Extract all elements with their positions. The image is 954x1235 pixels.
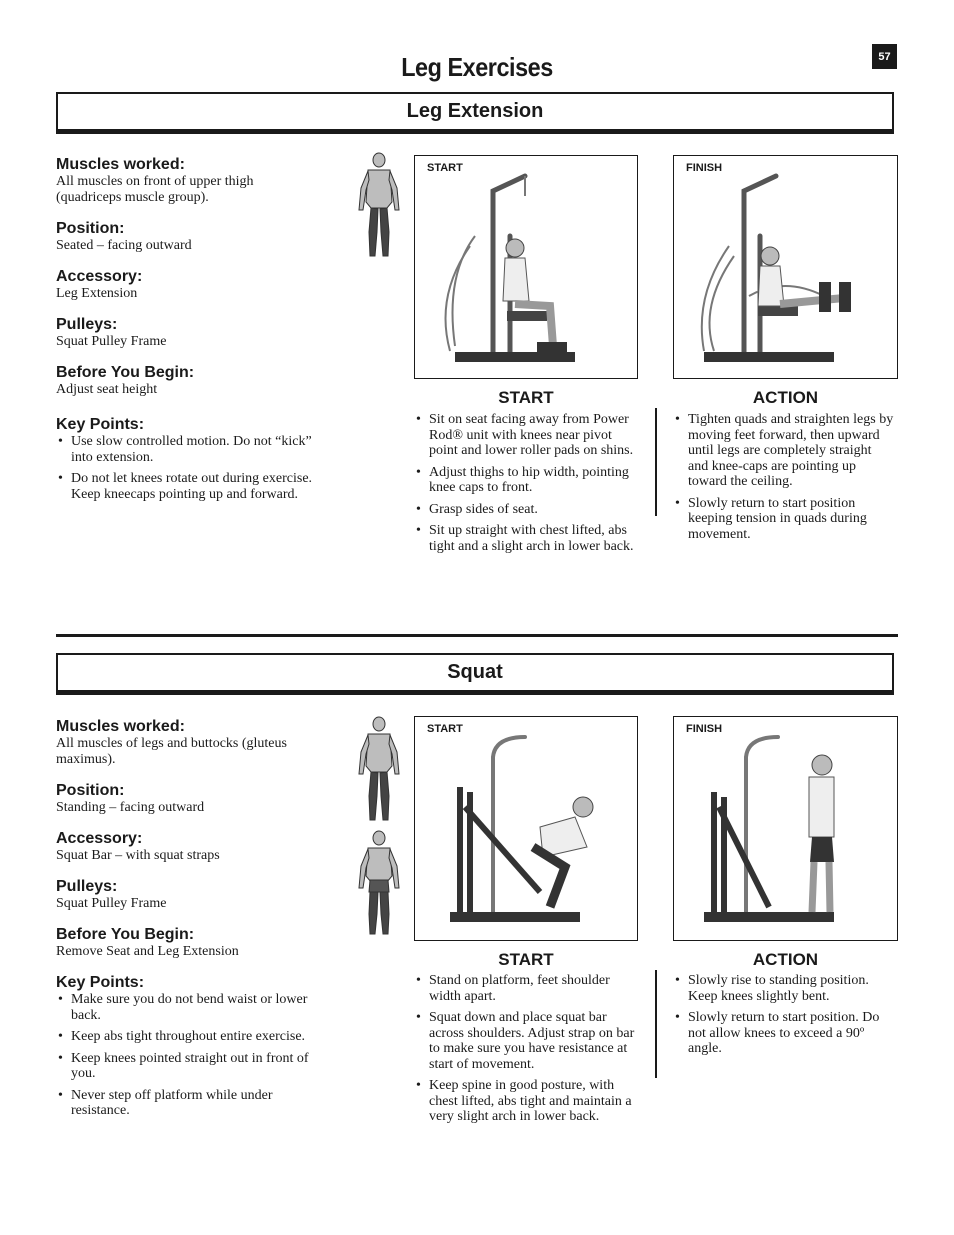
- photo-label: START: [427, 723, 463, 735]
- keypoint-item: • Use slow controlled motion. Do not “kick” into extension.: [56, 434, 321, 465]
- photo-label: FINISH: [686, 162, 723, 174]
- start-photo: [414, 716, 638, 941]
- column-divider: [655, 408, 657, 516]
- before-text: Remove Seat and Leg Extension: [56, 944, 239, 959]
- position-label: Position:: [56, 220, 125, 237]
- start-photo: [414, 155, 638, 379]
- keypoint-item: • Make sure you do not bend waist or lower back.: [56, 992, 321, 1023]
- section-header-leg-extension: [56, 92, 894, 134]
- keypoints-label: Key Points:: [56, 974, 145, 991]
- step-item: • Squat down and place squat bar across shoulders. Adjust strap on bar to make sure you have resistance at start of movement.: [414, 1010, 640, 1072]
- accessory-text: Leg Extension: [56, 286, 138, 301]
- section-divider: [56, 634, 898, 637]
- before-label: Before You Begin:: [56, 364, 195, 381]
- section-title: Squat: [447, 661, 503, 683]
- anatomy-back-figure: [354, 830, 404, 938]
- start-heading: START: [498, 950, 554, 969]
- step-item: • Sit up straight with chest lifted, abs tight and a slight arch in lower back.: [414, 523, 640, 554]
- before-text: Adjust seat height: [56, 382, 158, 397]
- muscles-text: All muscles on front of upper thigh (quadriceps muscle group).: [56, 174, 254, 205]
- step-item: • Keep spine in good posture, with chest lifted, abs tight and maintain a very slight arch in lower back.: [414, 1078, 640, 1125]
- pulleys-label: Pulleys:: [56, 316, 118, 333]
- accessory-label: Accessory:: [56, 830, 143, 847]
- keypoint-item: • Keep knees pointed straight out in front of you.: [56, 1051, 321, 1082]
- section-title: Leg Extension: [406, 100, 544, 122]
- position-text: Seated – facing outward: [56, 238, 192, 253]
- column-divider: [655, 970, 657, 1078]
- muscles-text: All muscles of legs and buttocks (gluteus maximus).: [56, 736, 287, 767]
- photo-label: START: [427, 162, 463, 174]
- keypoints-list: [56, 992, 321, 1119]
- action-steps: [673, 973, 898, 1063]
- start-steps: [414, 973, 640, 1131]
- photo-label: FINISH: [686, 723, 723, 735]
- keypoints-label: Key Points:: [56, 416, 145, 433]
- position-text: Standing – facing outward: [56, 800, 205, 815]
- accessory-text: Squat Bar – with squat straps: [56, 848, 220, 863]
- anatomy-front-figure: [354, 716, 404, 824]
- anatomy-front-figure: [354, 152, 404, 260]
- page-title: Leg Exercises: [401, 52, 553, 82]
- step-item: • Slowly return to start position. Do not allow knees to exceed a 90º angle.: [673, 1010, 898, 1057]
- step-item: • Tighten quads and straighten legs by moving feet forward, then upward until legs are completely straight and knee-caps are pointing up toward the ceiling.: [673, 412, 895, 490]
- step-item: • Slowly return to start position keeping tension in quads during movement.: [673, 496, 895, 543]
- step-item: • Grasp sides of seat.: [414, 502, 640, 518]
- page-number: 57: [872, 44, 897, 69]
- finish-photo: [673, 716, 898, 941]
- exercise-info-squat: [56, 718, 321, 1125]
- pulleys-text: Squat Pulley Frame: [56, 334, 167, 349]
- start-steps: [414, 412, 640, 560]
- position-label: Position:: [56, 782, 125, 799]
- step-item: • Slowly rise to standing position. Keep knees slightly bent.: [673, 973, 898, 1004]
- accessory-label: Accessory:: [56, 268, 143, 285]
- muscles-label: Muscles worked:: [56, 156, 185, 173]
- section-header-squat: [56, 653, 894, 695]
- step-item: • Adjust thighs to hip width, pointing knee caps to front.: [414, 465, 640, 496]
- pulleys-text: Squat Pulley Frame: [56, 896, 167, 911]
- start-heading: START: [498, 388, 554, 407]
- before-label: Before You Begin:: [56, 926, 195, 943]
- keypoint-item: • Never step off platform while under resistance.: [56, 1088, 321, 1119]
- keypoint-item: • Keep abs tight throughout entire exercise.: [56, 1029, 321, 1045]
- exercise-info-leg-extension: [56, 156, 321, 508]
- step-item: • Sit on seat facing away from Power Rod® unit with knees near pivot point and lower roller pads on shins.: [414, 412, 640, 459]
- pulleys-label: Pulleys:: [56, 878, 118, 895]
- step-item: • Stand on platform, feet shoulder width apart.: [414, 973, 640, 1004]
- keypoints-list: [56, 434, 321, 502]
- action-heading: ACTION: [752, 388, 819, 407]
- muscles-label: Muscles worked:: [56, 718, 185, 735]
- keypoint-item: • Do not let knees rotate out during exercise. Keep kneecaps pointing up and forward.: [56, 471, 321, 502]
- action-heading: ACTION: [752, 950, 819, 969]
- action-steps: [673, 412, 895, 548]
- finish-photo: [673, 155, 898, 379]
